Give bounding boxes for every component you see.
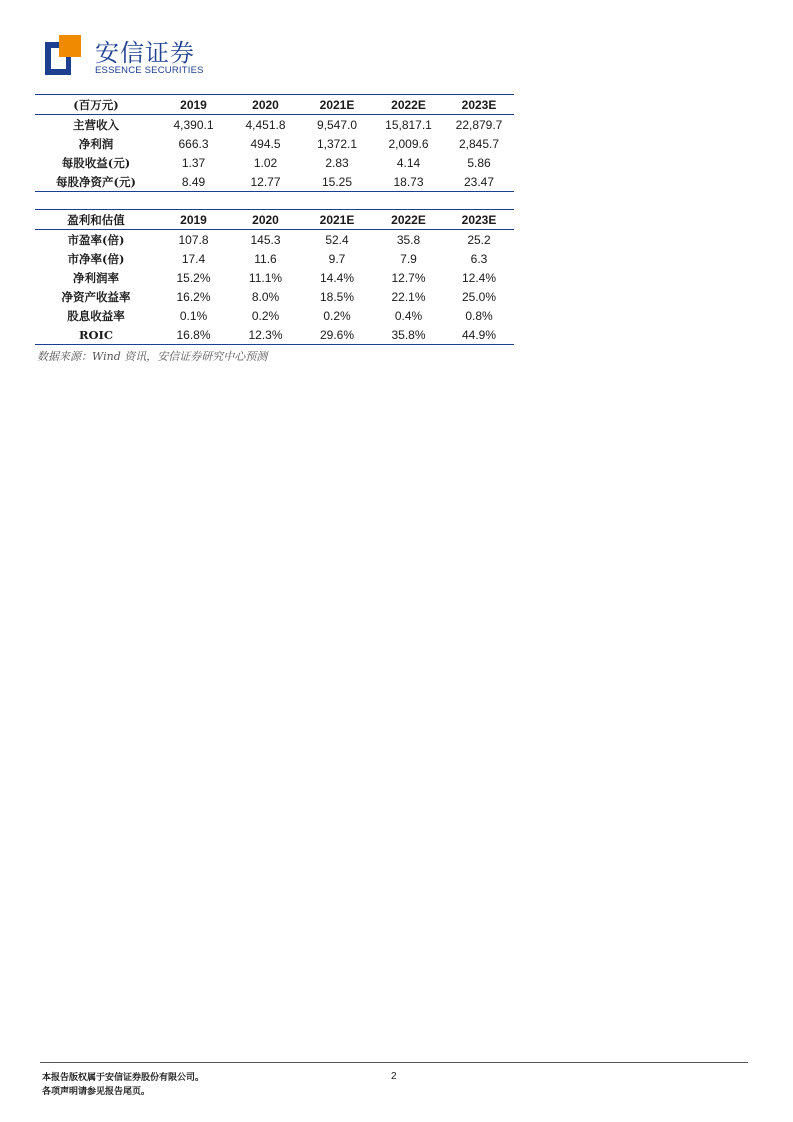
- table-cell: 52.4: [325, 232, 349, 247]
- table-cell: 0.4%: [394, 308, 423, 323]
- table-cell: 15.25: [321, 174, 353, 189]
- row-label: 净资产收益率: [61, 289, 131, 304]
- logo-mark-icon: [45, 35, 81, 75]
- column-header: 2019: [180, 97, 207, 112]
- table-cell: 16.8%: [176, 327, 211, 342]
- table-cell: 12.7%: [391, 270, 426, 285]
- table-cell: 4.14: [396, 155, 421, 170]
- table-cell: 0.8%: [465, 308, 493, 323]
- column-header: 2022E: [391, 212, 426, 227]
- table-cell: 15.2%: [176, 270, 211, 285]
- table-cell: 8.0%: [251, 289, 280, 304]
- valuation-table: [35, 209, 514, 345]
- table-cell: 8.49: [181, 174, 206, 189]
- disclaimer-notice: 各项声明请参见报告尾页。: [42, 1087, 151, 1097]
- table-row: [35, 287, 514, 306]
- table-row: [35, 306, 514, 325]
- row-label: ROIC: [78, 327, 114, 342]
- table-cell: 12.4%: [461, 270, 497, 285]
- row-label: 股息收益率: [67, 308, 125, 323]
- page-number: 2: [391, 1071, 397, 1082]
- table-cell: 23.47: [463, 174, 495, 189]
- table-row: [35, 134, 514, 153]
- table-cell: 16.2%: [176, 289, 211, 304]
- table-cell: 12.3%: [248, 327, 283, 342]
- table-cell: 18.5%: [319, 289, 355, 304]
- table-cell: 2,009.6: [388, 136, 429, 151]
- row-label: 净利润: [78, 136, 114, 151]
- table-cell: 22,879.7: [455, 117, 503, 132]
- table-cell: 15,817.1: [385, 117, 432, 132]
- table-cell: 25.0%: [461, 289, 497, 304]
- source-note: 数据来源：Wind 资讯，安信证券研究中心预测: [37, 350, 268, 363]
- table-header-row: [35, 210, 514, 230]
- table-cell: 666.3: [178, 136, 209, 151]
- table-cell: 0.2%: [251, 308, 280, 323]
- table-cell: 22.1%: [391, 289, 426, 304]
- column-header: 盈利和估值: [67, 212, 125, 227]
- table-cell: 9,547.0: [316, 117, 358, 132]
- table-row: [35, 115, 514, 135]
- table-cell: 7.9: [400, 251, 417, 266]
- column-header: 2021E: [319, 97, 355, 112]
- table-cell: 25.2: [467, 232, 491, 247]
- column-header: 2020: [252, 212, 279, 227]
- table-row: [35, 249, 514, 268]
- column-header: 2021E: [319, 212, 355, 227]
- row-label: 每股收益(元): [61, 155, 131, 170]
- table-cell: 12.77: [250, 174, 281, 189]
- company-logo: [45, 33, 245, 79]
- table-cell: 11.1%: [248, 270, 283, 285]
- table-cell: 494.5: [250, 136, 281, 151]
- table-cell: 4,390.1: [173, 117, 214, 132]
- row-label: 主营收入: [73, 117, 119, 132]
- logo-name-en: ESSENCE SECURITIES: [95, 65, 204, 76]
- table-cell: 2.83: [325, 155, 349, 170]
- column-header: 2023E: [461, 212, 497, 227]
- column-header: (百万元): [73, 97, 119, 112]
- column-header: 2022E: [391, 97, 426, 112]
- footer-divider: [40, 1062, 748, 1063]
- table-row: [35, 268, 514, 287]
- table-cell: 35.8%: [391, 327, 426, 342]
- table-cell: 9.7: [328, 251, 346, 266]
- table-cell: 29.6%: [319, 327, 355, 342]
- table-row: [35, 153, 514, 172]
- table-cell: 14.4%: [319, 270, 355, 285]
- table-cell: 0.1%: [179, 308, 208, 323]
- table-cell: 1.02: [253, 155, 278, 170]
- row-label: 每股净资产(元): [56, 174, 136, 189]
- column-header: 2019: [180, 212, 207, 227]
- table-cell: 6.3: [470, 251, 488, 266]
- table-cell: 0.2%: [323, 308, 351, 323]
- table-cell: 5.86: [467, 155, 491, 170]
- column-header: 2020: [252, 97, 279, 112]
- table-cell: 11.6: [254, 251, 277, 266]
- column-header: 2023E: [461, 97, 497, 112]
- table-cell: 4,451.8: [245, 117, 286, 132]
- copyright-notice: 本报告版权属于安信证券股份有限公司。: [42, 1073, 205, 1083]
- table-header-row: [35, 95, 514, 115]
- table-cell: 44.9%: [461, 327, 497, 342]
- row-label: 市净率(倍): [67, 251, 125, 266]
- logo-name-cn: 安信证券: [95, 39, 195, 67]
- table-cell: 1.37: [181, 155, 206, 170]
- table-row: [35, 172, 514, 192]
- row-label: 市盈率(倍): [67, 232, 125, 247]
- row-label: 净利润率: [73, 270, 119, 285]
- table-cell: 17.4: [181, 251, 206, 266]
- table-cell: 107.8: [178, 232, 209, 247]
- table-cell: 2,845.7: [458, 136, 500, 151]
- table-cell: 145.3: [250, 232, 281, 247]
- table-row: [35, 325, 514, 345]
- table-cell: 35.8: [396, 232, 421, 247]
- table-cell: 1,372.1: [316, 136, 358, 151]
- table-cell: 18.73: [393, 174, 424, 189]
- financials-table: [35, 94, 514, 192]
- table-row: [35, 230, 514, 250]
